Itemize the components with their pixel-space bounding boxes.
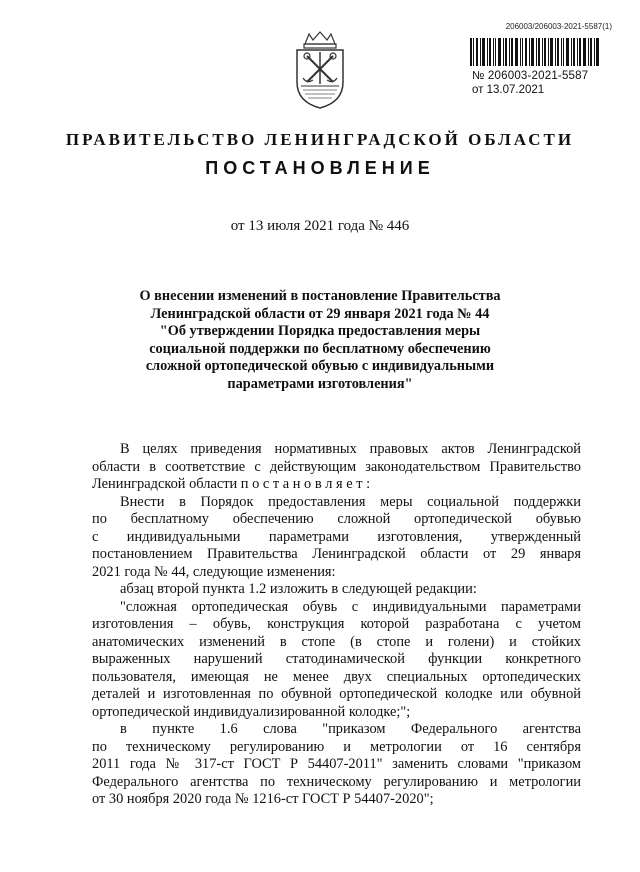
body-line: постановлением Правительства Ленинградской области от 29 января bbox=[92, 546, 581, 562]
body-line: Ленинградской области п о с т а н о в л я е т : bbox=[92, 476, 371, 492]
body-line: в пункте 1.6 слова "приказом Федерального агентства bbox=[120, 721, 581, 737]
subject-line: Ленинградской области от 29 января 2021 года № 44 bbox=[150, 305, 490, 322]
body-line: Внести в Порядок предоставления меры социальной поддержки bbox=[120, 493, 581, 510]
document-body bbox=[92, 441, 581, 809]
body-line: Федерального агентства по техническому регулированию и метрологии bbox=[92, 773, 581, 790]
body-line: В целях приведения нормативных правовых актов Ленинградской bbox=[120, 441, 581, 457]
body-line: области в соответствие с действующим законодательством Правительство bbox=[92, 458, 581, 475]
body-line: абзац второй пункта 1.2 изложить в следующей редакции: bbox=[120, 581, 477, 597]
body-line: 2021 года № 44, следующие изменения: bbox=[92, 563, 336, 580]
body-line: по техническому регулированию и метрологии от 16 сентября bbox=[92, 738, 581, 755]
body-line: изготовления – обувь, конструкция которой разработана с учетом bbox=[92, 616, 581, 632]
barcode bbox=[470, 38, 600, 66]
government-title: ПРАВИТЕЛЬСТВО ЛЕНИНГРАДСКОЙ ОБЛАСТИ bbox=[65, 130, 575, 149]
subject-line: О внесении изменений в постановление Правительства bbox=[139, 288, 501, 304]
body-line: "сложная ортопедическая обувь с индивидуальными параметрами bbox=[120, 598, 581, 615]
registration-number: № 206003-2021-5587 bbox=[472, 70, 589, 82]
body-line: пользователя, имеющая не менее двух специальных ортопедических bbox=[92, 668, 581, 685]
body-line: выраженных нарушений статодинамической функции конкретного bbox=[92, 651, 581, 667]
document-date-number: от 13 июля 2021 года № 446 bbox=[230, 218, 410, 234]
subject-line: параметрами изготовления" bbox=[227, 375, 413, 392]
coat-of-arms-emblem bbox=[283, 30, 357, 110]
registration-id-line: 206003/206003-2021-5587(1) bbox=[505, 22, 612, 31]
subject-line: "Об утверждении Порядка предоставления меры bbox=[159, 323, 481, 339]
document-type: ПОСТАНОВЛЕНИЕ bbox=[205, 158, 435, 178]
registration-date: от 13.07.2021 bbox=[472, 84, 545, 96]
body-line: деталей и изготовленная по обувной ортопедической колодке или обувной bbox=[92, 686, 581, 702]
body-line: 2011 года № 317-ст ГОСТ Р 54407-2011" заменить словами "приказом bbox=[92, 756, 581, 772]
subject-line: сложной ортопедической обувью с индивидуальными bbox=[145, 358, 495, 374]
body-line: анатомических изменений в стопе (в стопе и голени) и стойких bbox=[92, 633, 581, 650]
document-subject bbox=[120, 288, 520, 393]
body-line: с индивидуальными параметрами изготовления, утвержденный bbox=[92, 528, 581, 545]
body-line: ортопедической индивидуализированной колодке;"; bbox=[92, 703, 411, 720]
body-line: от 30 ноября 2020 года № 1216-ст ГОСТ Р 54407-2020"; bbox=[92, 791, 434, 807]
subject-line: социальной поддержки по бесплатному обеспечению bbox=[149, 340, 491, 357]
body-line: по бесплатному обеспечению сложной ортопедической обувью bbox=[92, 511, 581, 527]
